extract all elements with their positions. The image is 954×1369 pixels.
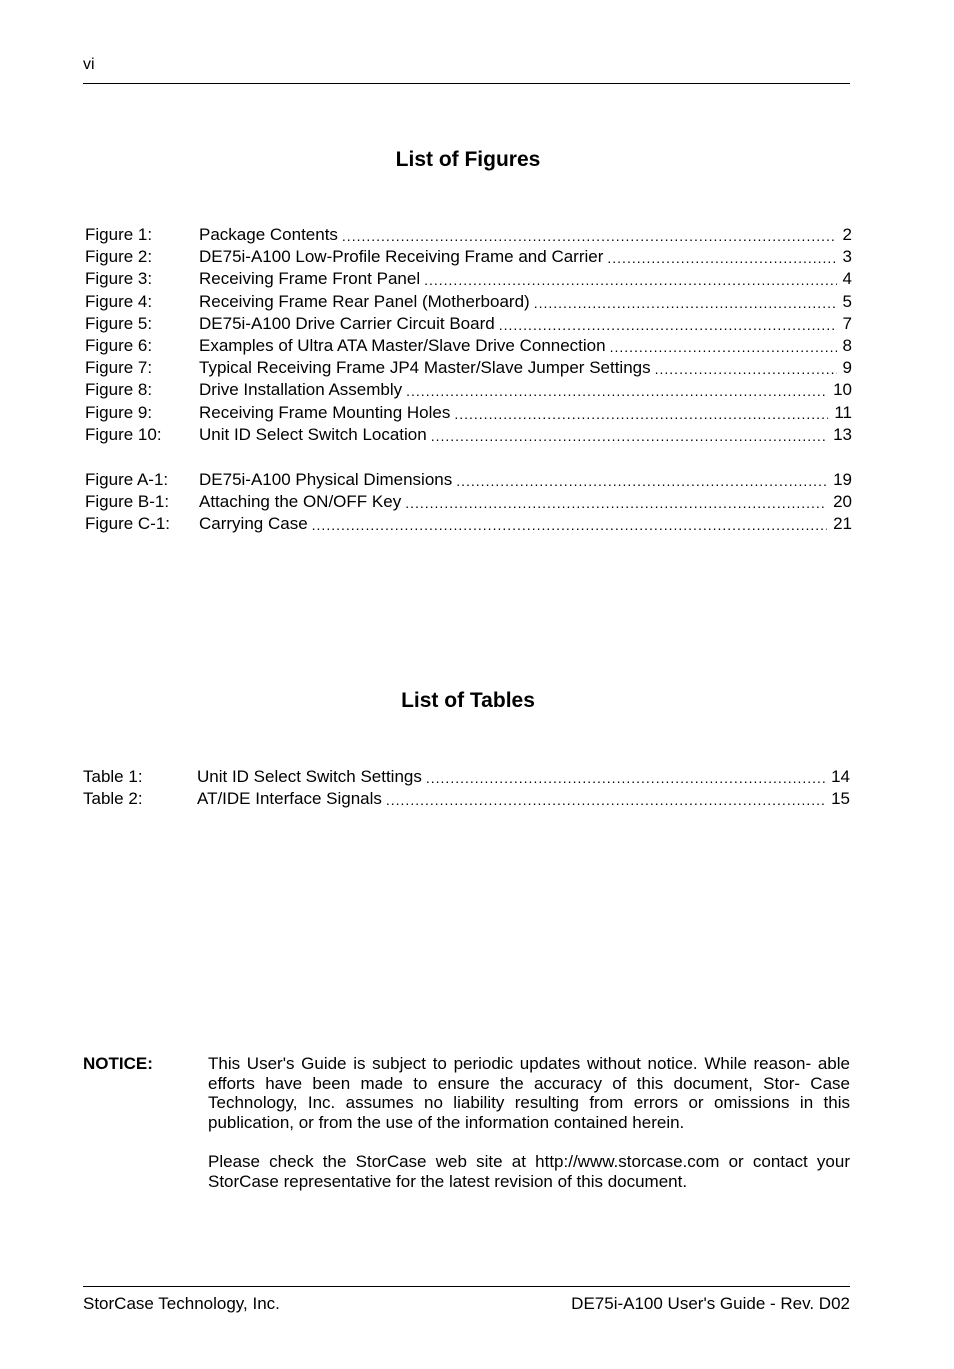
entry-title: DE75i-A100 Low-Profile Receiving Frame and Carrier [199, 247, 604, 267]
entry-label: Figure B-1: [85, 492, 170, 511]
toc-entry [85, 225, 852, 245]
dot-leader [431, 425, 827, 445]
entry-page-number: 2 [842, 225, 852, 244]
dot-leader [655, 358, 837, 378]
dot-leader [607, 247, 836, 267]
entry-label: Table 1: [83, 767, 143, 786]
entry-page-number: 14 [831, 767, 850, 786]
toc-entry [83, 767, 850, 787]
entry-title: Unit ID Select Switch Settings [197, 767, 422, 786]
entry-title: Examples of Ultra ATA Master/Slave Drive Connection [199, 336, 606, 355]
dot-leader [386, 789, 825, 809]
entry-label: Figure 8: [85, 380, 153, 400]
dot-leader [312, 514, 827, 534]
entry-page-number: 10 [833, 380, 852, 400]
entry-page-number: 8 [842, 336, 852, 355]
entry-page-number: 11 [834, 402, 852, 422]
entry-label: Figure A-1: [85, 470, 169, 489]
entry-title: Receiving Frame Front Panel [199, 269, 421, 289]
entry-page-number: 20 [833, 492, 852, 511]
entry-label: Figure 10: [85, 424, 162, 444]
toc-entry [85, 403, 852, 423]
toc-entry [85, 425, 852, 445]
entry-page-number: 7 [842, 313, 852, 333]
entry-label: Figure 6: [85, 336, 153, 355]
entry-page-number: 19 [833, 470, 852, 489]
page-number: vi [83, 56, 95, 73]
footer-rule [83, 1286, 850, 1287]
toc-entry [85, 514, 852, 534]
entry-label: Figure 7: [85, 358, 153, 378]
entry-label: Figure C-1: [85, 514, 171, 533]
entry-label: Figure 9: [85, 402, 153, 422]
dot-leader [534, 292, 837, 312]
entry-label: Figure 5: [85, 313, 153, 333]
list-of-figures-title: List of Figures [395, 148, 541, 171]
entry-title: Attaching the ON/OFF Key [199, 492, 402, 511]
notice-paragraph-2: Please check the StorCase web site at http://www.storcase.com or contact your StorCase representative for the latest revision of this document. [208, 1152, 850, 1191]
entry-title: Receiving Frame Rear Panel (Motherboard) [199, 291, 530, 311]
toc-entry [85, 336, 852, 356]
entry-page-number: 21 [833, 514, 852, 533]
entry-page-number: 4 [842, 269, 852, 289]
dot-leader [342, 225, 837, 245]
entry-label: Figure 3: [85, 269, 153, 289]
toc-entry [85, 492, 852, 512]
dot-leader [499, 314, 837, 334]
list-of-tables-title: List of Tables [401, 689, 535, 712]
toc-entry [85, 470, 852, 490]
dot-leader [405, 492, 827, 512]
toc-entry [85, 380, 852, 400]
header-rule [83, 83, 850, 84]
dot-leader [610, 336, 837, 356]
toc-entry [83, 789, 850, 809]
entry-page-number: 3 [842, 247, 852, 267]
footer-doc-title: DE75i-A100 User's Guide - Rev. D02 [571, 1294, 850, 1313]
entry-label: Figure 4: [85, 291, 153, 311]
toc-entry [85, 247, 852, 267]
entry-title: Carrying Case [199, 514, 308, 533]
toc-entry [85, 358, 852, 378]
entry-title: AT/IDE Interface Signals [197, 789, 382, 808]
entry-label: Figure 1: [85, 225, 153, 244]
entry-page-number: 15 [831, 789, 850, 808]
dot-leader [406, 380, 827, 400]
entry-title: Unit ID Select Switch Location [199, 424, 427, 444]
entry-title: Receiving Frame Mounting Holes [199, 402, 451, 422]
entry-page-number: 9 [842, 358, 852, 378]
toc-entry [85, 269, 852, 289]
entry-title: DE75i-A100 Drive Carrier Circuit Board [199, 313, 495, 333]
dot-leader [454, 403, 828, 423]
dot-leader [424, 269, 836, 289]
entry-title: DE75i-A100 Physical Dimensions [199, 470, 453, 489]
entry-title: Package Contents [199, 225, 338, 244]
entry-title: Drive Installation Assembly [199, 380, 403, 400]
footer-company: StorCase Technology, Inc. [83, 1294, 280, 1313]
entry-page-number: 13 [833, 424, 852, 444]
notice-label: NOTICE: [83, 1054, 153, 1073]
entry-label: Table 2: [83, 789, 143, 808]
entry-title: Typical Receiving Frame JP4 Master/Slave Jumper Settings [199, 358, 651, 378]
toc-entry [85, 314, 852, 334]
entry-label: Figure 2: [85, 247, 153, 267]
dot-leader [426, 767, 825, 787]
notice-paragraph-1: This User's Guide is subject to periodic updates without notice. While reason- able efforts have been made to ensure the accuracy of this document, Stor- Case Technology, Inc. assumes no liability resulting from errors or omissions in this publication, or from the use of the information contained herein. [208, 1054, 850, 1132]
dot-leader [456, 470, 827, 490]
entry-page-number: 5 [842, 291, 852, 311]
toc-entry [85, 292, 852, 312]
